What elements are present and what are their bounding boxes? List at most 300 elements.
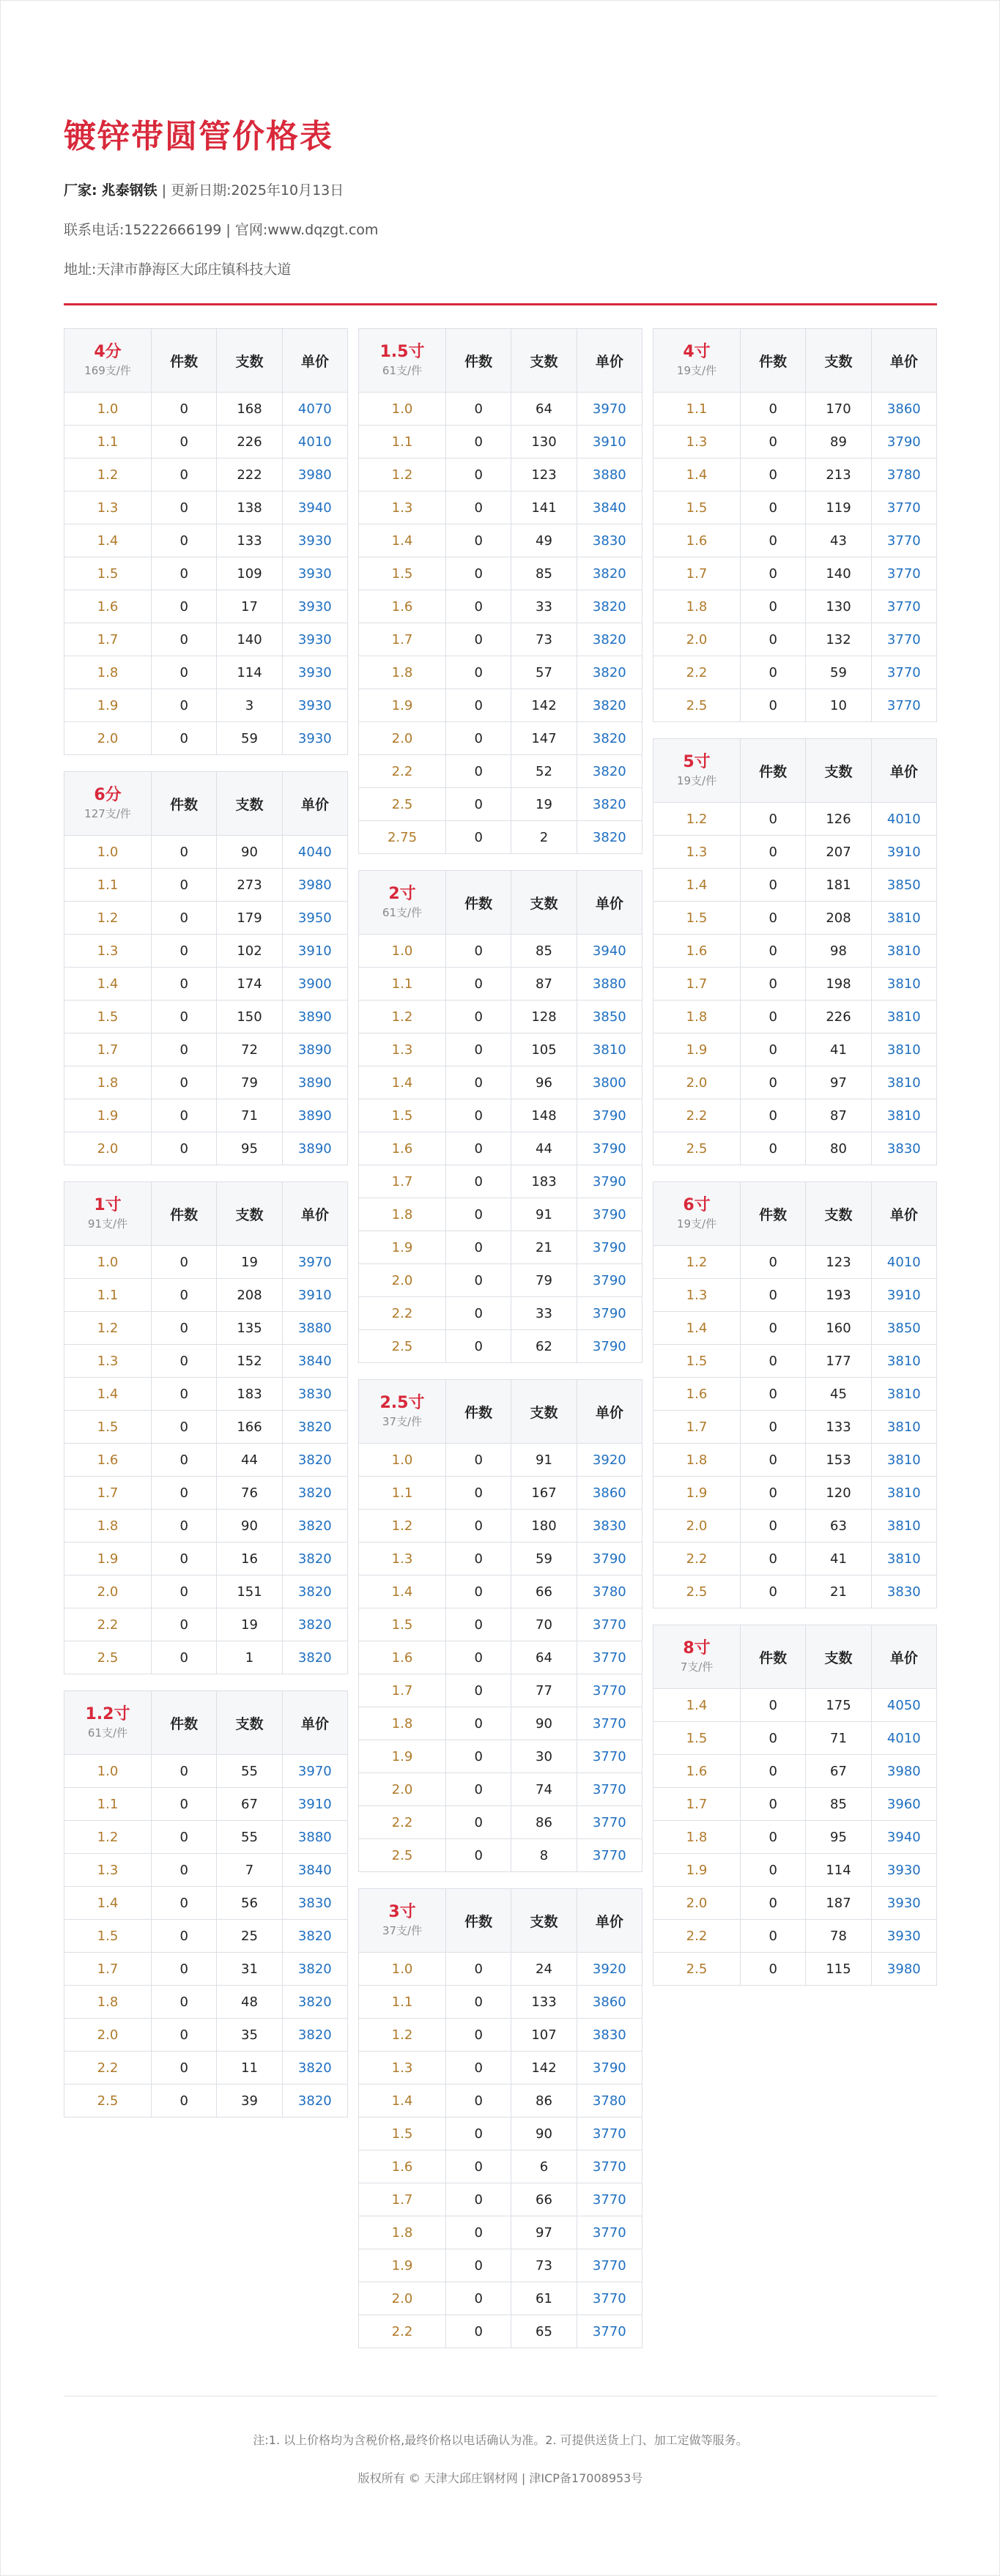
count-cell: 150 <box>217 1001 282 1033</box>
thickness-cell: 2.0 <box>653 623 741 656</box>
pieces-cell: 0 <box>446 1297 511 1330</box>
pieces-cell: 0 <box>446 1510 511 1543</box>
table-row <box>653 1033 937 1066</box>
pieces-cell: 0 <box>741 623 806 656</box>
size-name: 1.5寸 <box>379 343 425 361</box>
manufacturer-line <box>64 178 937 203</box>
thickness-cell: 1.5 <box>653 1345 741 1378</box>
price-cell: 3820 <box>577 788 642 821</box>
pieces-cell: 0 <box>446 656 511 689</box>
price-cell: 3940 <box>577 935 642 968</box>
count-cell: 33 <box>511 590 577 623</box>
size-header-cell <box>653 1182 741 1246</box>
pieces-header: 件数 <box>741 739 806 803</box>
thickness-cell: 1.4 <box>64 968 152 1001</box>
thickness-cell: 1.9 <box>359 2249 446 2282</box>
table-row <box>64 935 348 968</box>
pieces-cell: 0 <box>741 836 806 869</box>
table-header-row <box>653 329 937 393</box>
thickness-cell: 1.5 <box>653 1722 741 1755</box>
table-row <box>653 1066 937 1099</box>
thickness-cell: 1.2 <box>359 1510 446 1543</box>
price-cell: 3970 <box>577 393 642 426</box>
table-row <box>359 426 642 459</box>
pieces-cell: 0 <box>152 1246 217 1279</box>
thickness-cell: 2.5 <box>653 1575 741 1608</box>
thickness-cell: 1.9 <box>653 1854 741 1887</box>
table-row <box>359 935 642 968</box>
thickness-cell: 2.0 <box>359 1773 446 1806</box>
thickness-cell: 1.1 <box>64 1788 152 1821</box>
price-cell: 3810 <box>871 1543 936 1575</box>
pieces-cell: 0 <box>152 1444 217 1477</box>
count-cell: 151 <box>217 1575 282 1608</box>
thickness-cell: 1.0 <box>359 1953 446 1986</box>
price-cell: 3930 <box>282 656 347 689</box>
table-row <box>653 656 937 689</box>
table-row <box>653 459 937 491</box>
price-cell: 3850 <box>871 1312 936 1345</box>
price-table <box>653 328 937 722</box>
pieces-header: 件数 <box>152 329 217 393</box>
table-header-row <box>64 329 348 393</box>
size-header-cell <box>64 772 152 836</box>
thickness-cell: 2.5 <box>653 1953 741 1986</box>
count-header: 支数 <box>217 1182 282 1246</box>
pieces-cell: 0 <box>446 689 511 722</box>
table-row <box>64 1887 348 1920</box>
price-table <box>653 1625 937 1986</box>
price-cell: 3770 <box>871 656 936 689</box>
size-header-cell <box>64 1182 152 1246</box>
price-cell: 3770 <box>577 2150 642 2183</box>
price-header: 单价 <box>871 1182 936 1246</box>
pieces-cell: 0 <box>741 1066 806 1099</box>
table-row <box>64 1641 348 1674</box>
pieces-cell: 0 <box>741 1099 806 1132</box>
count-cell: 90 <box>217 836 282 869</box>
count-cell: 73 <box>511 623 577 656</box>
thickness-cell: 1.8 <box>359 1198 446 1231</box>
pieces-cell: 0 <box>446 2183 511 2216</box>
thickness-cell: 2.5 <box>359 1839 446 1872</box>
count-cell: 168 <box>217 393 282 426</box>
price-cell: 3790 <box>577 1198 642 1231</box>
table-row <box>64 836 348 869</box>
thickness-cell: 1.6 <box>64 1444 152 1477</box>
count-cell: 59 <box>511 1543 577 1575</box>
count-cell: 43 <box>806 524 871 557</box>
thickness-cell: 1.1 <box>64 426 152 459</box>
price-cell: 3770 <box>577 1608 642 1641</box>
thickness-cell: 1.8 <box>359 656 446 689</box>
thickness-cell: 1.3 <box>64 935 152 968</box>
table-row <box>64 1378 348 1411</box>
count-cell: 19 <box>217 1246 282 1279</box>
pieces-cell: 0 <box>446 1444 511 1477</box>
table-column-2 <box>358 328 642 2364</box>
count-cell: 179 <box>217 902 282 935</box>
table-row <box>359 1953 642 1986</box>
thickness-cell: 1.6 <box>359 590 446 623</box>
table-row <box>64 1953 348 1986</box>
pieces-cell: 0 <box>152 935 217 968</box>
thickness-cell: 1.0 <box>359 1444 446 1477</box>
table-row <box>359 2282 642 2315</box>
table-row <box>64 1575 348 1608</box>
price-cell: 3770 <box>871 524 936 557</box>
pieces-cell: 0 <box>741 1001 806 1033</box>
table-row <box>64 557 348 590</box>
pieces-cell: 0 <box>446 2085 511 2117</box>
count-cell: 95 <box>806 1821 871 1854</box>
pieces-per-bundle: 127支/件 <box>84 807 131 820</box>
count-cell: 17 <box>217 590 282 623</box>
price-cell: 3830 <box>282 1887 347 1920</box>
count-cell: 133 <box>217 524 282 557</box>
pieces-cell: 0 <box>152 1477 217 1510</box>
price-cell: 3910 <box>282 935 347 968</box>
table-row <box>64 1510 348 1543</box>
pieces-cell: 0 <box>446 524 511 557</box>
price-header: 单价 <box>282 772 347 836</box>
thickness-cell: 2.0 <box>359 722 446 755</box>
thickness-cell: 2.2 <box>64 1608 152 1641</box>
count-cell: 85 <box>511 557 577 590</box>
count-cell: 55 <box>217 1755 282 1788</box>
table-row <box>653 1821 937 1854</box>
price-cell: 3850 <box>577 1001 642 1033</box>
price-cell: 3810 <box>577 1033 642 1066</box>
size-header-cell <box>359 1889 446 1953</box>
count-cell: 87 <box>806 1099 871 1132</box>
table-row <box>64 393 348 426</box>
count-cell: 74 <box>511 1773 577 1806</box>
pieces-cell: 0 <box>446 968 511 1001</box>
count-cell: 226 <box>806 1001 871 1033</box>
price-header: 单价 <box>871 329 936 393</box>
price-header: 单价 <box>871 739 936 803</box>
table-row <box>359 1608 642 1641</box>
table-row <box>64 590 348 623</box>
count-cell: 67 <box>806 1755 871 1788</box>
pieces-cell: 0 <box>741 426 806 459</box>
thickness-cell: 1.5 <box>653 491 741 524</box>
pieces-cell: 0 <box>152 2052 217 2085</box>
pieces-cell: 0 <box>152 557 217 590</box>
pieces-cell: 0 <box>741 803 806 836</box>
thickness-cell: 1.3 <box>64 491 152 524</box>
table-row <box>359 2052 642 2085</box>
table-row <box>64 491 348 524</box>
page-header <box>64 111 937 282</box>
price-cell: 3980 <box>282 869 347 902</box>
table-header-row <box>653 739 937 803</box>
price-cell: 3770 <box>871 491 936 524</box>
size-name: 2.5寸 <box>379 1394 425 1412</box>
table-row <box>359 1477 642 1510</box>
thickness-cell: 1.3 <box>359 2052 446 2085</box>
count-cell: 115 <box>806 1953 871 1986</box>
pieces-cell: 0 <box>152 1986 217 2019</box>
count-cell: 70 <box>511 1608 577 1641</box>
price-cell: 3770 <box>871 557 936 590</box>
table-row <box>359 623 642 656</box>
price-cell: 3820 <box>282 1920 347 1953</box>
price-table <box>64 771 348 1165</box>
price-cell: 3790 <box>577 1231 642 1264</box>
pieces-cell: 0 <box>741 1477 806 1510</box>
count-cell: 16 <box>217 1543 282 1575</box>
thickness-cell: 1.0 <box>64 393 152 426</box>
thickness-cell: 2.0 <box>64 722 152 755</box>
pieces-cell: 0 <box>152 1312 217 1345</box>
price-cell: 3770 <box>577 2183 642 2216</box>
price-table <box>358 870 642 1363</box>
price-cell: 3880 <box>282 1312 347 1345</box>
price-cell: 3770 <box>871 689 936 722</box>
thickness-cell: 2.0 <box>64 1575 152 1608</box>
thickness-cell: 1.7 <box>653 1411 741 1444</box>
price-cell: 3810 <box>871 1345 936 1378</box>
price-cell: 3810 <box>871 1444 936 1477</box>
table-row <box>653 1099 937 1132</box>
count-cell: 65 <box>511 2315 577 2348</box>
price-cell: 3830 <box>871 1575 936 1608</box>
pieces-cell: 0 <box>152 1788 217 1821</box>
pieces-cell: 0 <box>152 1378 217 1411</box>
table-row <box>359 393 642 426</box>
thickness-cell: 2.2 <box>653 1920 741 1953</box>
pieces-cell: 0 <box>446 2216 511 2249</box>
pieces-cell: 0 <box>446 1033 511 1066</box>
count-cell: 55 <box>217 1821 282 1854</box>
pieces-cell: 0 <box>741 935 806 968</box>
price-cell: 3930 <box>871 1854 936 1887</box>
table-row <box>359 722 642 755</box>
price-cell: 4010 <box>282 426 347 459</box>
table-row <box>653 902 937 935</box>
price-cell: 3770 <box>577 1707 642 1740</box>
price-cell: 3770 <box>577 2117 642 2150</box>
count-cell: 141 <box>511 491 577 524</box>
pieces-cell: 0 <box>741 1345 806 1378</box>
pieces-cell: 0 <box>446 788 511 821</box>
table-row <box>653 803 937 836</box>
table-row <box>359 1297 642 1330</box>
thickness-cell: 1.5 <box>359 557 446 590</box>
thickness-cell: 1.7 <box>653 968 741 1001</box>
table-row <box>359 1198 642 1231</box>
pieces-cell: 0 <box>446 1165 511 1198</box>
price-cell: 3830 <box>577 2019 642 2052</box>
table-row <box>653 1132 937 1165</box>
pieces-cell: 0 <box>741 1755 806 1788</box>
count-cell: 66 <box>511 2183 577 2216</box>
count-cell: 24 <box>511 1953 577 1986</box>
table-row <box>359 1330 642 1363</box>
table-row <box>653 393 937 426</box>
price-cell: 3800 <box>577 1066 642 1099</box>
price-table <box>653 1181 937 1608</box>
thickness-cell: 1.2 <box>653 803 741 836</box>
table-header-row <box>653 1182 937 1246</box>
price-cell: 3910 <box>282 1279 347 1312</box>
thickness-cell: 1.2 <box>64 902 152 935</box>
count-cell: 183 <box>217 1378 282 1411</box>
pieces-cell: 0 <box>152 1887 217 1920</box>
price-cell: 3770 <box>577 2249 642 2282</box>
table-header-row <box>359 1380 642 1444</box>
price-cell: 3790 <box>577 1099 642 1132</box>
pieces-cell: 0 <box>446 1264 511 1297</box>
count-cell: 97 <box>511 2216 577 2249</box>
count-header: 支数 <box>217 1691 282 1755</box>
price-cell: 3940 <box>871 1821 936 1854</box>
thickness-cell: 1.3 <box>64 1345 152 1378</box>
pieces-cell: 0 <box>152 869 217 902</box>
pieces-cell: 0 <box>741 1575 806 1608</box>
table-row <box>359 557 642 590</box>
pieces-cell: 0 <box>446 1575 511 1608</box>
count-cell: 72 <box>217 1033 282 1066</box>
thickness-cell: 1.7 <box>359 623 446 656</box>
size-header-cell <box>653 1625 741 1689</box>
price-cell: 3770 <box>577 2216 642 2249</box>
pieces-cell: 0 <box>741 1279 806 1312</box>
thickness-cell: 2.5 <box>64 1641 152 1674</box>
table-row <box>359 2150 642 2183</box>
count-cell: 66 <box>511 1575 577 1608</box>
pieces-header: 件数 <box>741 1625 806 1689</box>
pieces-cell: 0 <box>741 1788 806 1821</box>
count-cell: 97 <box>806 1066 871 1099</box>
thickness-cell: 1.6 <box>64 590 152 623</box>
pieces-cell: 0 <box>446 1641 511 1674</box>
count-cell: 152 <box>217 1345 282 1378</box>
count-cell: 119 <box>806 491 871 524</box>
price-cell: 3770 <box>577 2315 642 2348</box>
count-cell: 78 <box>806 1920 871 1953</box>
pieces-per-bundle: 61支/件 <box>382 906 423 919</box>
price-cell: 3890 <box>282 1033 347 1066</box>
table-row <box>64 1788 348 1821</box>
thickness-cell: 1.0 <box>359 393 446 426</box>
price-header: 单价 <box>577 329 642 393</box>
pieces-cell: 0 <box>741 459 806 491</box>
count-cell: 91 <box>511 1444 577 1477</box>
thickness-cell: 1.8 <box>653 1444 741 1477</box>
table-row <box>359 1099 642 1132</box>
thickness-cell: 1.1 <box>359 1477 446 1510</box>
pieces-cell: 0 <box>152 2019 217 2052</box>
thickness-cell: 1.2 <box>359 459 446 491</box>
thickness-cell: 1.4 <box>359 524 446 557</box>
pieces-header: 件数 <box>152 1182 217 1246</box>
pieces-cell: 0 <box>152 1279 217 1312</box>
price-cell: 3820 <box>282 1641 347 1674</box>
table-row <box>64 2052 348 2085</box>
pieces-cell: 0 <box>152 1543 217 1575</box>
thickness-cell: 1.9 <box>64 1099 152 1132</box>
price-cell: 3900 <box>282 968 347 1001</box>
size-header-cell <box>359 329 446 393</box>
price-cell: 3790 <box>577 1330 642 1363</box>
count-cell: 48 <box>217 1986 282 2019</box>
page-footer <box>64 2396 937 2487</box>
price-cell: 3770 <box>577 1773 642 1806</box>
pieces-cell: 0 <box>152 656 217 689</box>
thickness-cell: 1.5 <box>64 1001 152 1033</box>
pieces-cell: 0 <box>152 1033 217 1066</box>
price-cell: 3930 <box>282 722 347 755</box>
size-header-cell <box>653 329 741 393</box>
pieces-cell: 0 <box>446 1543 511 1575</box>
price-cell: 3810 <box>871 1066 936 1099</box>
pieces-cell: 0 <box>152 459 217 491</box>
table-row <box>359 689 642 722</box>
count-cell: 183 <box>511 1165 577 1198</box>
count-cell: 126 <box>806 803 871 836</box>
price-cell: 3770 <box>577 1674 642 1707</box>
price-cell: 3820 <box>282 1411 347 1444</box>
thickness-cell: 1.7 <box>359 1165 446 1198</box>
price-cell: 3930 <box>871 1920 936 1953</box>
price-cell: 3890 <box>282 1099 347 1132</box>
count-cell: 44 <box>511 1132 577 1165</box>
price-header: 单价 <box>577 871 642 935</box>
table-row <box>64 1132 348 1165</box>
table-row <box>359 1773 642 1806</box>
price-cell: 3940 <box>282 491 347 524</box>
price-cell: 3770 <box>577 1740 642 1773</box>
table-row <box>64 1312 348 1345</box>
thickness-cell: 1.2 <box>359 1001 446 1033</box>
count-cell: 52 <box>511 755 577 788</box>
pieces-cell: 0 <box>741 1543 806 1575</box>
table-row <box>64 524 348 557</box>
count-cell: 167 <box>511 1477 577 1510</box>
price-cell: 3820 <box>282 1608 347 1641</box>
thickness-cell: 2.2 <box>359 2315 446 2348</box>
pieces-cell: 0 <box>446 623 511 656</box>
count-cell: 95 <box>217 1132 282 1165</box>
pieces-cell: 0 <box>446 755 511 788</box>
pieces-cell: 0 <box>446 1001 511 1033</box>
table-row <box>359 788 642 821</box>
pieces-header: 件数 <box>446 329 511 393</box>
pieces-cell: 0 <box>446 1707 511 1740</box>
thickness-cell: 1.5 <box>359 1099 446 1132</box>
table-row <box>64 426 348 459</box>
table-row <box>64 902 348 935</box>
count-cell: 86 <box>511 2085 577 2117</box>
count-cell: 109 <box>217 557 282 590</box>
price-cell: 3850 <box>871 869 936 902</box>
thickness-cell: 2.0 <box>64 2019 152 2052</box>
thickness-cell: 1.4 <box>64 1378 152 1411</box>
pieces-per-bundle: 37支/件 <box>382 1924 423 1937</box>
price-cell: 3970 <box>282 1246 347 1279</box>
table-row <box>359 491 642 524</box>
pieces-cell: 0 <box>446 1773 511 1806</box>
table-row <box>359 821 642 854</box>
count-header: 支数 <box>511 1889 577 1953</box>
price-cell: 3890 <box>282 1066 347 1099</box>
pieces-cell: 0 <box>741 524 806 557</box>
table-header-row <box>359 329 642 393</box>
price-cell: 3980 <box>871 1953 936 1986</box>
